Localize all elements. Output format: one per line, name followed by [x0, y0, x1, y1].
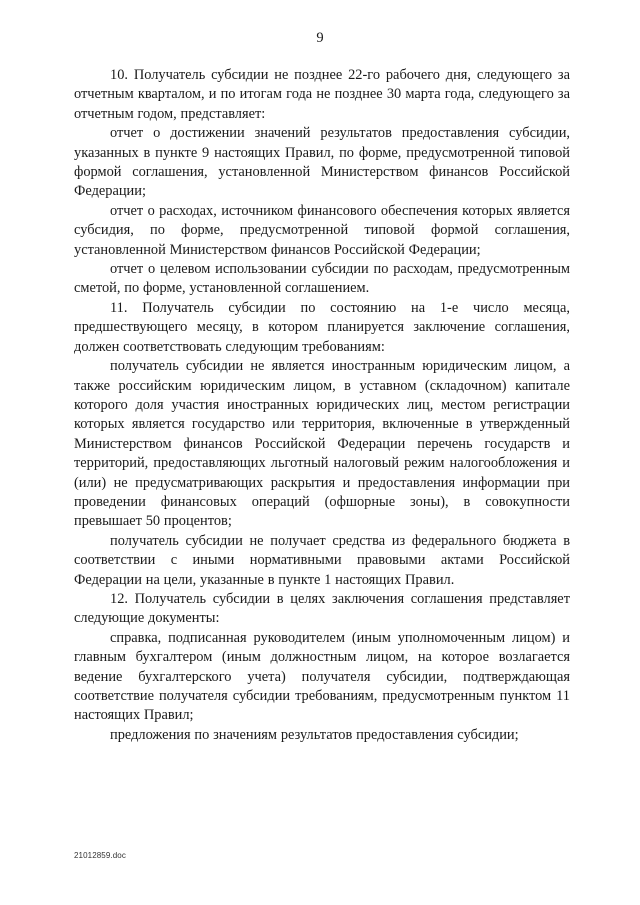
paragraph-proposals: предложения по значениям результатов предоставления субсидии;	[110, 726, 519, 743]
page-number: 9	[316, 30, 324, 46]
paragraph-report-results: отчет о достижении значений результатов предоставления субсидии, указанных в пункте 9 настоящих Правил, по форме, предусмотренной типовой формой соглашения, установленной Министерством финансов Российской Федерации;	[74, 125, 570, 200]
paragraph-report-expenses: отчет о расходах, источником финансового обеспечения которых является субсидия, по форме, предусмотренной типовой формой соглашения, установленной Министерством финансов Российской Федерации;	[74, 202, 570, 258]
document-file-code: 21012859.doc	[74, 851, 126, 860]
paragraph-item-10: 10. Получатель субсидии не позднее 22-го рабочего дня, следующего за отчетным кварталом, и по итогам года не позднее 30 марта года, следующего за отчетным годом, представляет:	[74, 67, 570, 122]
paragraph-item-12: 12. Получатель субсидии в целях заключения соглашения представляет следующие документы:	[74, 590, 570, 627]
paragraph-item-11: 11. Получатель субсидии по состоянию на 1-е число месяца, предшествующего месяцу, в котором планируется заключение соглашения, должен соответствовать следующим требованиям:	[74, 299, 570, 355]
paragraph-federal-budget-requirement: получатель субсидии не получает средства из федерального бюджета в соответствии с иными нормативными правовыми актами Российской Федерации на цели, указанные в пункте 1 настоящих Правил.	[74, 532, 570, 588]
paragraph-certificate: справка, подписанная руководителем (иным уполномоченным лицом) и главным бухгалтером (иным должностным лицом, на которое возлагается ведение бухгалтерского учета) получателя субсидии, подтверждающая соответствие получателя субсидии требованиям, предусмотренным пунктом 11 настоящих Правил;	[74, 629, 570, 724]
paragraph-report-target-use: отчет о целевом использовании субсидии по расходам, предусмотренным сметой, по форме, установленной соглашением.	[74, 261, 570, 297]
document-body	[74, 66, 570, 745]
paragraph-foreign-entity-requirement: получатель субсидии не является иностранным юридическим лицом, а также российским юридическим лицом, в уставном (складочном) капитале которого доля участия иностранных юридических лиц, местом регистрации которых является государство или территория, включенные в утвержденный Министерством финансов Российской Федерации перечень государств и территорий, предоставляющих льготный налоговый режим налогообложения и (или) не предусматривающих раскрытия и предоставления информации при проведении финансовых операций (офшорные зоны), в совокупности превышает 50 процентов;	[74, 358, 570, 530]
